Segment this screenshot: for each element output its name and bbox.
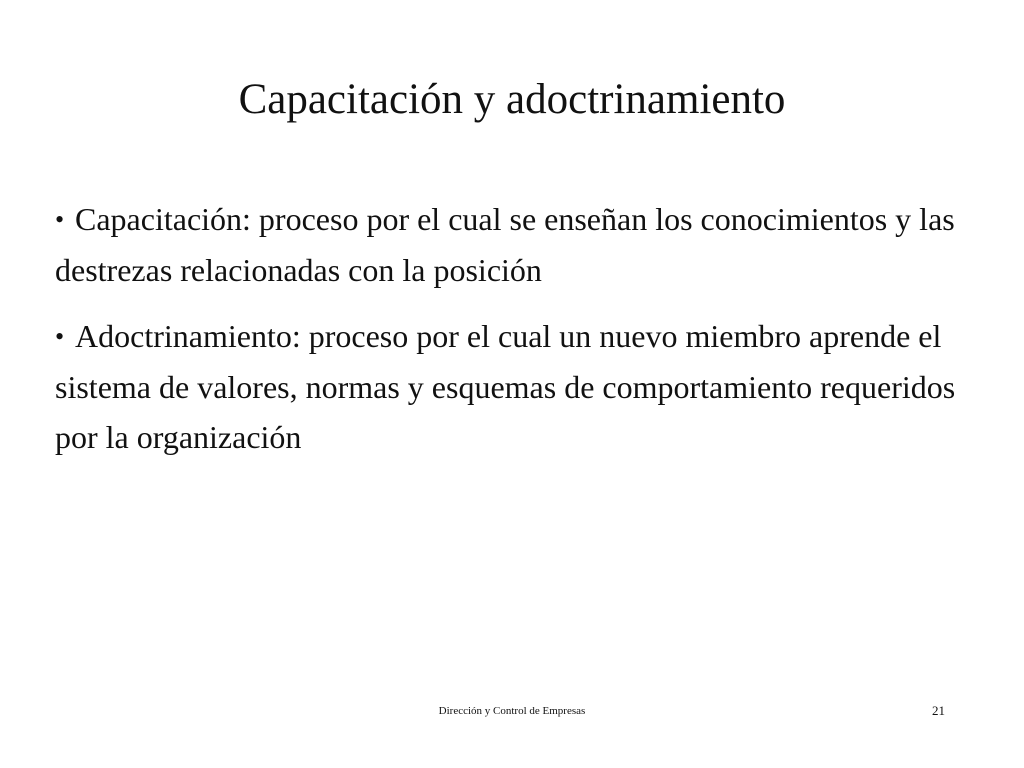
bullet-item-adoctrinamiento (55, 311, 995, 462)
bullet-icon: • (55, 322, 65, 351)
page-number: 21 (932, 703, 945, 718)
bullet-list (55, 194, 995, 478)
bullet-item-capacitacion (55, 194, 995, 295)
slide-title: Capacitación y adoctrinamiento (238, 76, 786, 123)
bullet-icon: • (55, 205, 65, 234)
bullet-text-adoctrinamiento: Adoctrinamiento: proceso por el cual un nuevo miembro aprende el sistema de valores, normas y esquemas de comportamiento requeridos por la organización (55, 318, 956, 455)
footer-text: Dirección y Control de Empresas (438, 705, 586, 717)
bullet-text-capacitacion: Capacitación: proceso por el cual se enseñan los conocimientos y las destrezas relacionadas con la posición (55, 201, 955, 288)
